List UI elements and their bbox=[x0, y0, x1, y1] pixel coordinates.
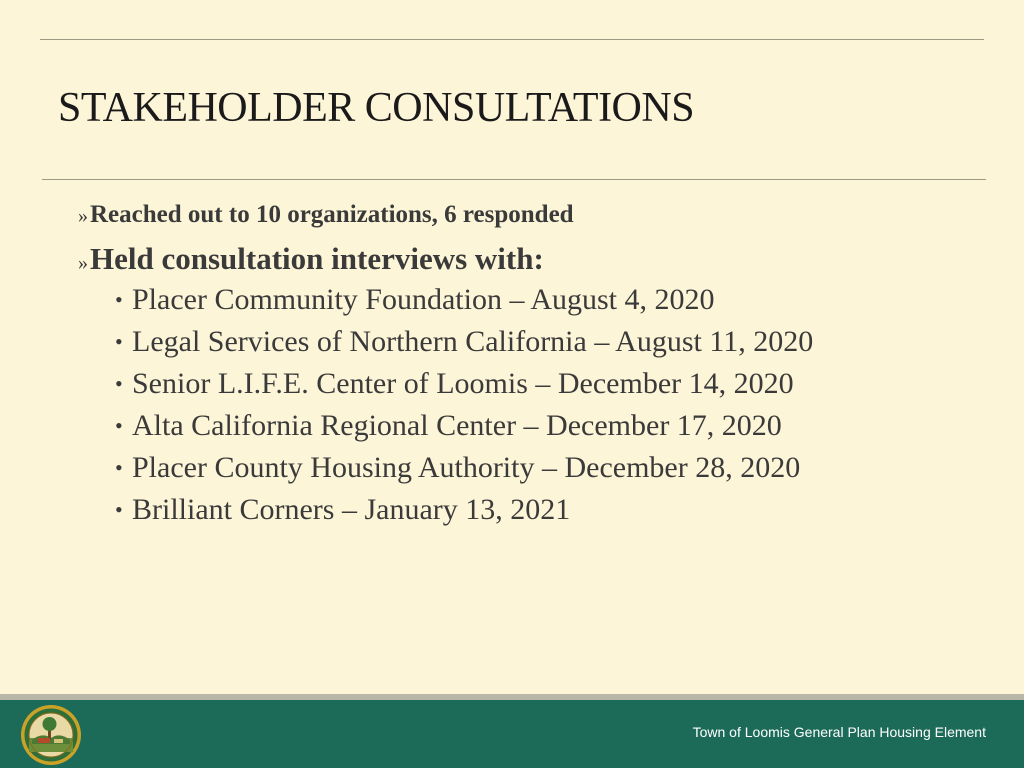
sub-bullet-text: Placer County Housing Authority – December 28, 2020 bbox=[132, 451, 801, 484]
sub-bullet-text: Alta California Regional Center – December 17, 2020 bbox=[132, 409, 782, 442]
sub-bullet-marker: • bbox=[115, 371, 123, 396]
bullet-text: Reached out to 10 organizations, 6 responded bbox=[90, 201, 574, 228]
sub-bullet-item bbox=[115, 408, 782, 444]
footer-bar bbox=[0, 700, 1024, 768]
sub-bullet-text: Legal Services of Northern California – August 11, 2020 bbox=[132, 325, 814, 358]
sub-bullet-marker: • bbox=[115, 329, 123, 354]
sub-bullet-text: Brilliant Corners – January 13, 2021 bbox=[132, 493, 571, 526]
top-divider bbox=[40, 39, 984, 40]
sub-bullet-item bbox=[115, 324, 813, 360]
bullet-marker: » bbox=[78, 252, 88, 274]
sub-bullet-marker: • bbox=[115, 413, 123, 438]
sub-bullet-text: Placer Community Foundation – August 4, 2020 bbox=[132, 283, 715, 316]
sub-bullet-text: Senior L.I.F.E. Center of Loomis – December 14, 2020 bbox=[132, 367, 794, 400]
sub-bullet-marker: • bbox=[115, 287, 123, 312]
sub-bullet-marker: • bbox=[115, 497, 123, 522]
slide-title: STAKEHOLDER CONSULTATIONS bbox=[58, 85, 695, 131]
bullet-item bbox=[78, 198, 574, 233]
title-divider bbox=[42, 179, 986, 180]
bullet-item bbox=[78, 240, 544, 282]
footer-text: Town of Loomis General Plan Housing Element bbox=[692, 724, 986, 740]
sub-bullet-item bbox=[115, 366, 794, 402]
sub-bullet-item bbox=[115, 492, 570, 528]
sub-bullet-item bbox=[115, 282, 715, 318]
bullet-text: Held consultation interviews with: bbox=[90, 241, 544, 276]
sub-bullet-item bbox=[115, 450, 800, 486]
sub-bullet-marker: • bbox=[115, 455, 123, 480]
town-of-loomis-seal-icon bbox=[20, 704, 82, 766]
bullet-marker: » bbox=[78, 205, 88, 227]
